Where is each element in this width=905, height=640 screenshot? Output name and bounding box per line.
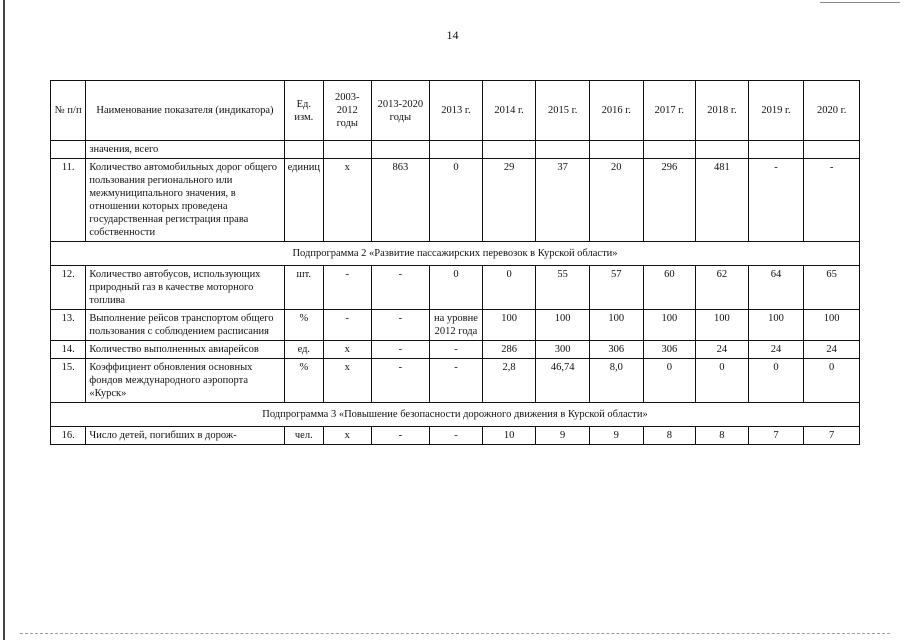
indicators-table: [50, 80, 860, 445]
page-left-edge: [3, 0, 5, 640]
header-num: № п/п: [51, 81, 86, 141]
cell-value: 100: [696, 310, 749, 341]
table-row: [51, 427, 860, 445]
cell-name: Количество автобусов, использующих природный газ в качестве моторного топлива: [86, 266, 284, 310]
page-bottom-edge: [20, 633, 890, 634]
cell-value: [482, 141, 536, 159]
cell-name: Коэффициент обновления основных фондов международного аэропорта «Курск»: [86, 359, 284, 403]
cell-value: -: [430, 427, 483, 445]
cell-value: 65: [804, 266, 860, 310]
section-row: [51, 403, 860, 427]
cell-value: [371, 141, 430, 159]
cell-value: 0: [430, 266, 483, 310]
table-row: [51, 159, 860, 242]
header-2017: 2017 г.: [643, 81, 696, 141]
cell-value: -: [748, 159, 804, 242]
section-title: Подпрограмма 2 «Развитие пассажирских перевозок в Курской области»: [51, 242, 860, 266]
cell-value: на уровне 2012 года: [430, 310, 483, 341]
cell-num: 12.: [51, 266, 86, 310]
cell-value: 306: [589, 341, 643, 359]
cell-value: 62: [696, 266, 749, 310]
cell-value: -: [371, 427, 430, 445]
cell-value: 100: [536, 310, 590, 341]
cell-value: -: [324, 266, 372, 310]
cell-name: Количество автомобильных дорог общего пользования регионального или межмуниципального значения, в отношении которых проведена государственная регистрация права собственности: [86, 159, 284, 242]
table-row: [51, 359, 860, 403]
cell-value: 46,74: [536, 359, 590, 403]
cell-num: 15.: [51, 359, 86, 403]
cell-value: 8: [696, 427, 749, 445]
section-row: [51, 242, 860, 266]
cell-num: 14.: [51, 341, 86, 359]
header-2013-2020: 2013-2020 годы: [371, 81, 430, 141]
cell-unit: %: [284, 310, 323, 341]
cell-value: 9: [589, 427, 643, 445]
header-2003-2012: 2003-2012 годы: [324, 81, 372, 141]
cell-num: [51, 141, 86, 159]
cell-value: [696, 141, 749, 159]
cell-value: 0: [696, 359, 749, 403]
cell-unit: %: [284, 359, 323, 403]
cell-name: Количество выполненных авиарейсов: [86, 341, 284, 359]
header-2018: 2018 г.: [696, 81, 749, 141]
cell-value: 286: [482, 341, 536, 359]
cell-value: 24: [804, 341, 860, 359]
cell-value: -: [430, 341, 483, 359]
table-row: [51, 266, 860, 310]
cell-value: 7: [748, 427, 804, 445]
cell-value: -: [371, 359, 430, 403]
cell-value: 100: [748, 310, 804, 341]
cell-value: 60: [643, 266, 696, 310]
cell-value: 0: [804, 359, 860, 403]
cell-value: 481: [696, 159, 749, 242]
cell-value: 863: [371, 159, 430, 242]
cell-value: [643, 141, 696, 159]
table-row: [51, 310, 860, 341]
cell-value: 100: [643, 310, 696, 341]
header-row: [51, 81, 860, 141]
section-title: Подпрограмма 3 «Повышение безопасности дорожного движения в Курской области»: [51, 403, 860, 427]
cell-value: 8: [643, 427, 696, 445]
cell-value: 300: [536, 341, 590, 359]
header-name: Наименование показателя (индикатора): [86, 81, 284, 141]
header-2019: 2019 г.: [748, 81, 804, 141]
cell-value: 100: [482, 310, 536, 341]
cell-value: 24: [696, 341, 749, 359]
cell-value: 306: [643, 341, 696, 359]
cell-value: 10: [482, 427, 536, 445]
cell-value: -: [324, 310, 372, 341]
cell-value: 296: [643, 159, 696, 242]
cell-value: [748, 141, 804, 159]
cell-value: [324, 141, 372, 159]
cell-num: 11.: [51, 159, 86, 242]
cell-name: Выполнение рейсов транспортом общего пользования с соблюдением расписания: [86, 310, 284, 341]
cell-value: -: [371, 310, 430, 341]
cell-value: 9: [536, 427, 590, 445]
cell-value: [804, 141, 860, 159]
cell-value: 24: [748, 341, 804, 359]
cell-value: [589, 141, 643, 159]
cell-value: x: [324, 341, 372, 359]
cell-value: -: [430, 359, 483, 403]
cell-name: Число детей, погибших в дорож-: [86, 427, 284, 445]
cell-value: x: [324, 359, 372, 403]
header-2020: 2020 г.: [804, 81, 860, 141]
cell-value: 64: [748, 266, 804, 310]
table-header: [51, 81, 860, 141]
cell-value: [430, 141, 483, 159]
cell-value: 0: [482, 266, 536, 310]
cell-value: 100: [804, 310, 860, 341]
table-row: [51, 341, 860, 359]
cell-value: 0: [748, 359, 804, 403]
header-2013: 2013 г.: [430, 81, 483, 141]
cell-value: -: [371, 341, 430, 359]
cell-value: x: [324, 159, 372, 242]
cell-value: -: [804, 159, 860, 242]
cell-value: 57: [589, 266, 643, 310]
cell-value: x: [324, 427, 372, 445]
cell-value: 55: [536, 266, 590, 310]
cell-value: 0: [430, 159, 483, 242]
cell-value: [536, 141, 590, 159]
cell-name: значения, всего: [86, 141, 284, 159]
cell-unit: единиц: [284, 159, 323, 242]
page-top-edge: [820, 2, 900, 3]
cell-value: 2,8: [482, 359, 536, 403]
cell-value: 0: [643, 359, 696, 403]
cell-value: 100: [589, 310, 643, 341]
cell-num: 16.: [51, 427, 86, 445]
header-2014: 2014 г.: [482, 81, 536, 141]
page-number: 14: [446, 28, 459, 42]
cell-unit: шт.: [284, 266, 323, 310]
cell-value: -: [371, 266, 430, 310]
cell-unit: чел.: [284, 427, 323, 445]
cell-value: 20: [589, 159, 643, 242]
continuation-row: [51, 141, 860, 159]
cell-unit: ед.: [284, 341, 323, 359]
table-body: [51, 141, 860, 445]
cell-value: 37: [536, 159, 590, 242]
cell-value: 8,0: [589, 359, 643, 403]
header-unit: Ед. изм.: [284, 81, 323, 141]
cell-num: 13.: [51, 310, 86, 341]
cell-value: 29: [482, 159, 536, 242]
cell-unit: [284, 141, 323, 159]
cell-value: 7: [804, 427, 860, 445]
header-2015: 2015 г.: [536, 81, 590, 141]
header-2016: 2016 г.: [589, 81, 643, 141]
